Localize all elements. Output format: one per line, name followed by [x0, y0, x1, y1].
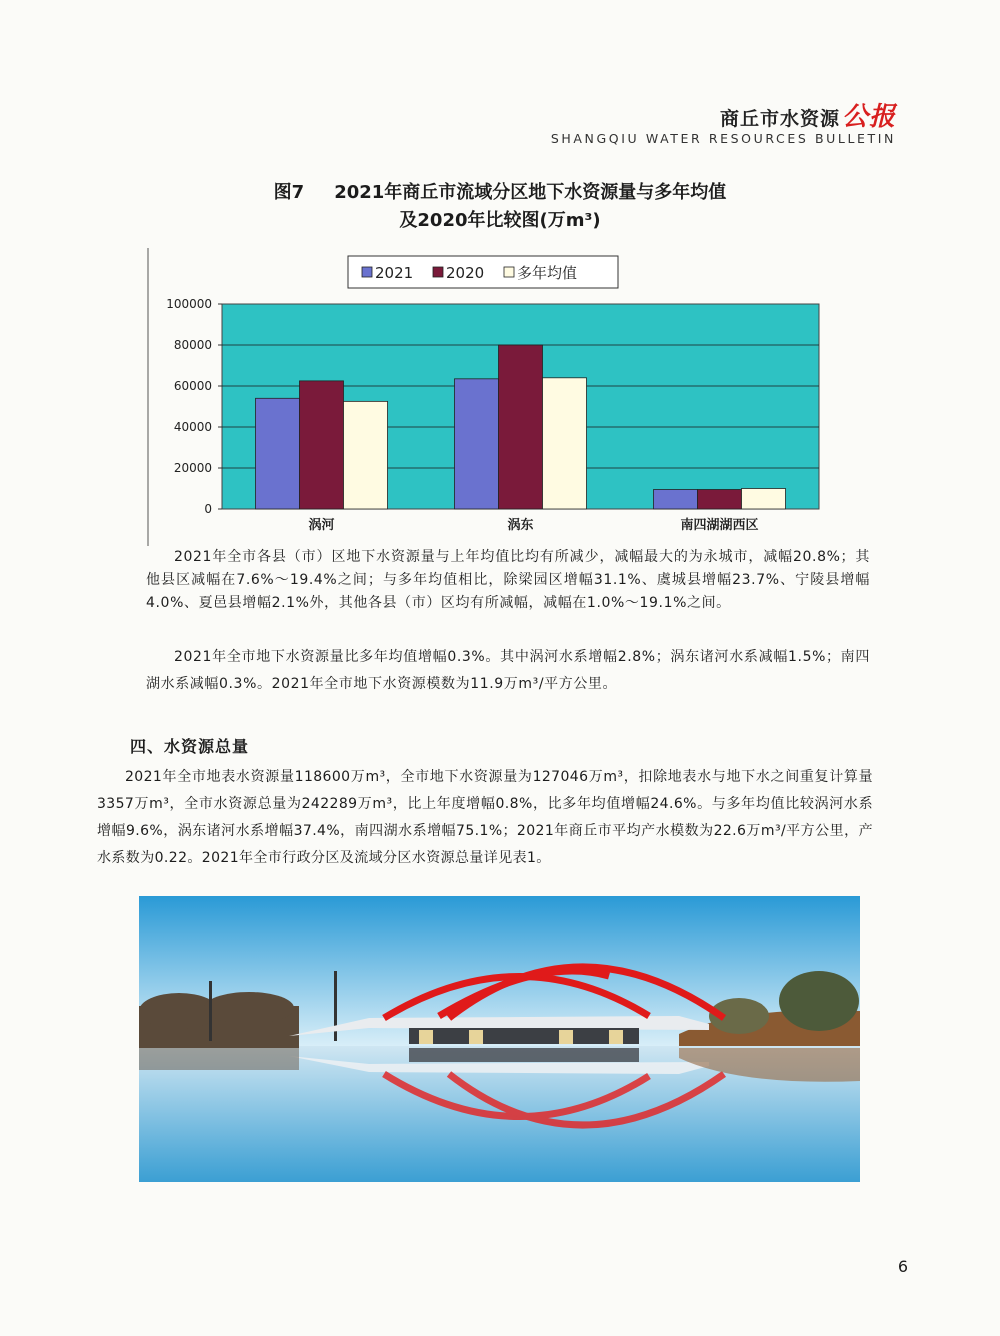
bar-多年均值-涡东 [543, 378, 587, 509]
legend-swatch-多年均值 [504, 267, 514, 277]
y-tick-label: 40000 [173, 420, 212, 434]
legend-label-2020: 2020 [446, 264, 485, 282]
bridge-photo-illustration [139, 896, 860, 1182]
paragraph-total-water: 2021年全市地表水资源量118600万m³，全市地下水资源量为127046万m³，扣除地表水与地下水之间重复计算量3357万m³，全市水资源总量为242289万m³，比上年度增幅0.8%，比多年均值增幅24.6%。与多年均值比较涡河水系增幅9.6%，涡东诸河水系增幅37.4%，南四湖水系增幅75.1%；2021年商丘市平均产水模数为22.6万m³/平方公里，产水系数为0.22。2021年全市行政分区及流域分区水资源总量详见表1。 [97, 769, 873, 866]
bar-多年均值-南四湖湖西区 [742, 489, 786, 510]
groundwater-bar-chart [140, 240, 860, 550]
page-number: 6 [897, 1257, 908, 1276]
figure-number: 图7 [273, 182, 305, 203]
y-tick-label: 100000 [166, 297, 212, 311]
section-title-total-water: 四、水资源总量 [130, 737, 250, 756]
x-category-label: 南四湖湖西区 [680, 518, 759, 533]
y-tick-label: 60000 [173, 379, 212, 393]
figure-caption-line1 [0, 178, 1000, 204]
bar-2020-涡河 [300, 381, 344, 509]
paragraph-county-comparison: 2021年全市各县（市）区地下水资源量与上年均值比均有所减少，减幅最大的为永城市，减幅20.8%；其他县区减幅在7.6%～19.4%之间；与多年均值相比，除梁园区增幅31.1%、虞城县增幅23.7%、宁陵县增幅4.0%、夏邑县增幅2.1%外，其他各县（市）区均有所减幅，减幅在1.0%～19.1%之间。 [146, 549, 870, 611]
y-tick-label: 20000 [173, 461, 212, 475]
bulletin-subtitle: SHANGQIU WATER RESOURCES BULLETIN [550, 131, 896, 146]
legend-label-2021: 2021 [375, 264, 414, 282]
x-category-label: 涡东 [507, 518, 534, 533]
bar-2021-涡河 [256, 398, 300, 509]
bridge-photo [139, 896, 860, 1182]
figure-title-line1: 2021年商丘市流域分区地下水资源量与多年均值 [334, 182, 727, 203]
bar-2020-南四湖湖西区 [698, 490, 742, 509]
x-category-label: 涡河 [308, 518, 335, 533]
bar-2021-涡东 [455, 379, 499, 509]
y-tick-label: 80000 [173, 338, 212, 352]
bulletin-title-main: 商丘市水资源 [719, 108, 840, 130]
legend-swatch-2020 [433, 267, 443, 277]
chart-legend [348, 256, 618, 288]
y-tick-label: 0 [204, 502, 212, 516]
bar-2021-南四湖湖西区 [654, 490, 698, 509]
chart-plot-area [166, 297, 819, 533]
bulletin-title [720, 96, 896, 133]
bar-多年均值-涡河 [344, 401, 388, 509]
figure-caption-line2: 及2020年比较图(万m³) [399, 210, 601, 231]
legend-label-多年均值: 多年均值 [517, 264, 578, 282]
bulletin-title-accent: 公报 [841, 102, 896, 132]
paragraph-basin-comparison: 2021年全市地下水资源量比多年均值增幅0.3%。其中涡河水系增幅2.8%；涡东诸河水系减幅1.5%；南四湖水系减幅0.3%。2021年全市地下水资源模数为11.9万m³/平方公里。 [146, 649, 870, 692]
legend-swatch-2021 [362, 267, 372, 277]
bar-2020-涡东 [499, 345, 543, 509]
